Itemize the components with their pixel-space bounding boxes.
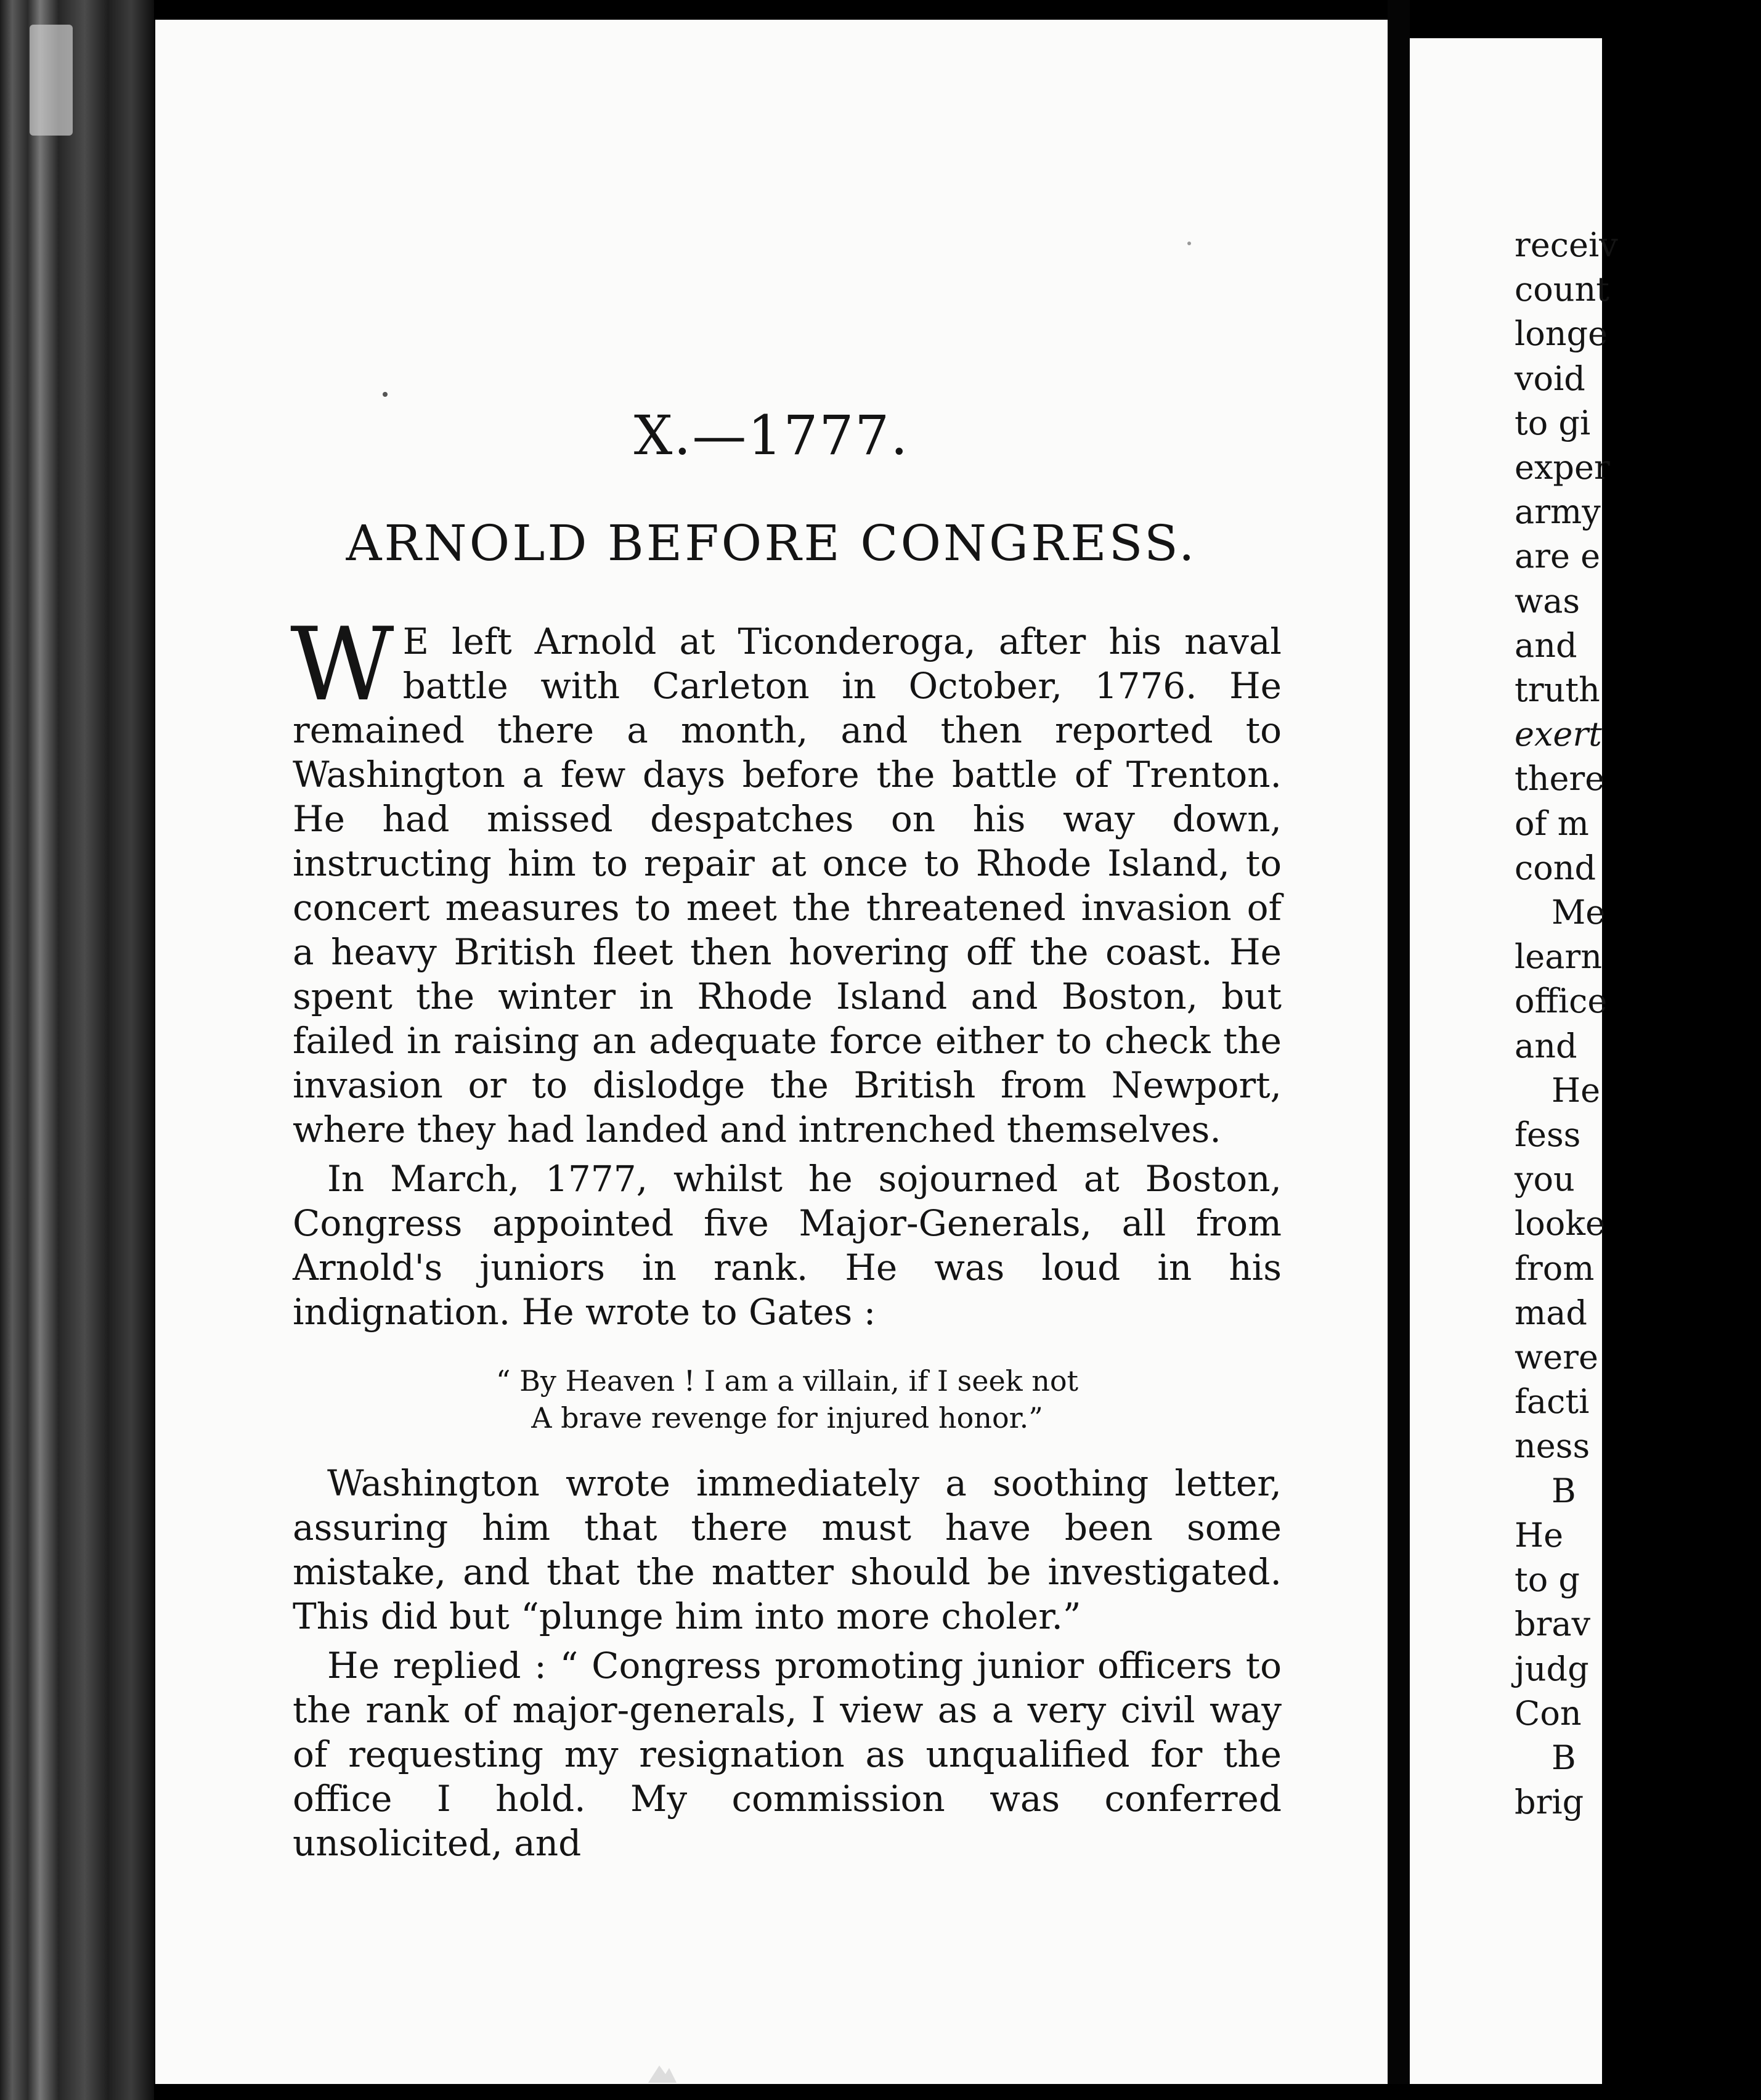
facing-line: office [1515,982,1608,1021]
facing-line: count [1515,270,1610,309]
facing-line: void [1515,359,1585,398]
facing-line: mad [1515,1293,1587,1332]
facing-line: was [1515,581,1580,621]
facing-line: fess [1515,1115,1581,1155]
paragraph-2: In March, 1777, whilst he sojourned at Boston, Congress appointed five Major-Generals, all from Arnold's juniors in rank. He was loud in his indignation. He wrote to Gates : [293,1158,1282,1333]
facing-line: truth [1515,670,1600,710]
facing-line: were [1515,1338,1598,1377]
drop-cap: W [290,606,394,723]
verse-line-1: “ By Heaven ! I am a villain, if I seek not [495,1364,1079,1398]
paragraph-3: Washington wrote immediately a soothing letter, assuring him that there must have been some mistake, and that the matter should be investigated. This did but “plunge him into more choler.” [293,1462,1282,1637]
paragraph-1-text: E left Arnold at Ticonderoga, after his naval battle with Carleton in October, 1776. He remained there a month, and then reported to Washington a few days before the battle of Trenton. He had missed despatches on his way down, instructing him to repair at once to Rhode Island, to concert measures to meet the threatened invasion of a heavy British fleet then hovering off the coast. He spent the winter in Rhode Island and Boston, but failed in raising an adequate force either to check the invasion or to dislodge the British from Newport, where they had landed and intrenched themselves. [293,621,1282,1150]
paragraph-4: He replied : “ Congress promoting junior officers to the rank of major-generals, I view as a very civil way of requesting my resignation as unqualified for the office I hold. My commission was conferred unsolicited, and [293,1645,1282,1864]
chapter-number: X.—1777. [633,404,909,467]
facing-line: Con [1515,1693,1582,1733]
facing-line: to g [1515,1560,1580,1600]
facing-line: from [1515,1248,1595,1288]
facing-line: Me [1552,893,1606,932]
facing-line: brig [1515,1783,1584,1822]
facing-line: to gi [1515,403,1591,442]
facing-line: ness [1515,1426,1590,1466]
facing-line: exert [1515,715,1602,754]
facing-line: you [1515,1160,1575,1199]
facing-line: learn [1515,937,1603,977]
chapter-title: ARNOLD BEFORE CONGRESS. [346,515,1197,572]
facing-line: cond [1515,848,1596,887]
facing-line: He [1552,1070,1601,1110]
facing-line: He [1515,1515,1564,1555]
facing-line: B [1552,1738,1576,1777]
facing-line: and [1515,1026,1577,1065]
verse-line-2: A brave revenge for injured honor.” [531,1401,1043,1435]
facing-line: are e [1515,537,1601,576]
facing-line: exper [1515,448,1610,487]
facing-line: brav [1515,1605,1591,1644]
facing-line: there [1515,759,1605,799]
facing-line: judg [1515,1649,1589,1688]
facing-line: and [1515,625,1577,665]
facing-line: army [1515,492,1601,532]
facing-line: longe [1515,314,1608,354]
facing-line: looke [1515,1204,1605,1243]
facing-line: of m [1515,804,1589,843]
facing-line: facti [1515,1382,1590,1422]
facing-line: receiv [1515,226,1618,264]
facing-line: B [1552,1471,1576,1510]
